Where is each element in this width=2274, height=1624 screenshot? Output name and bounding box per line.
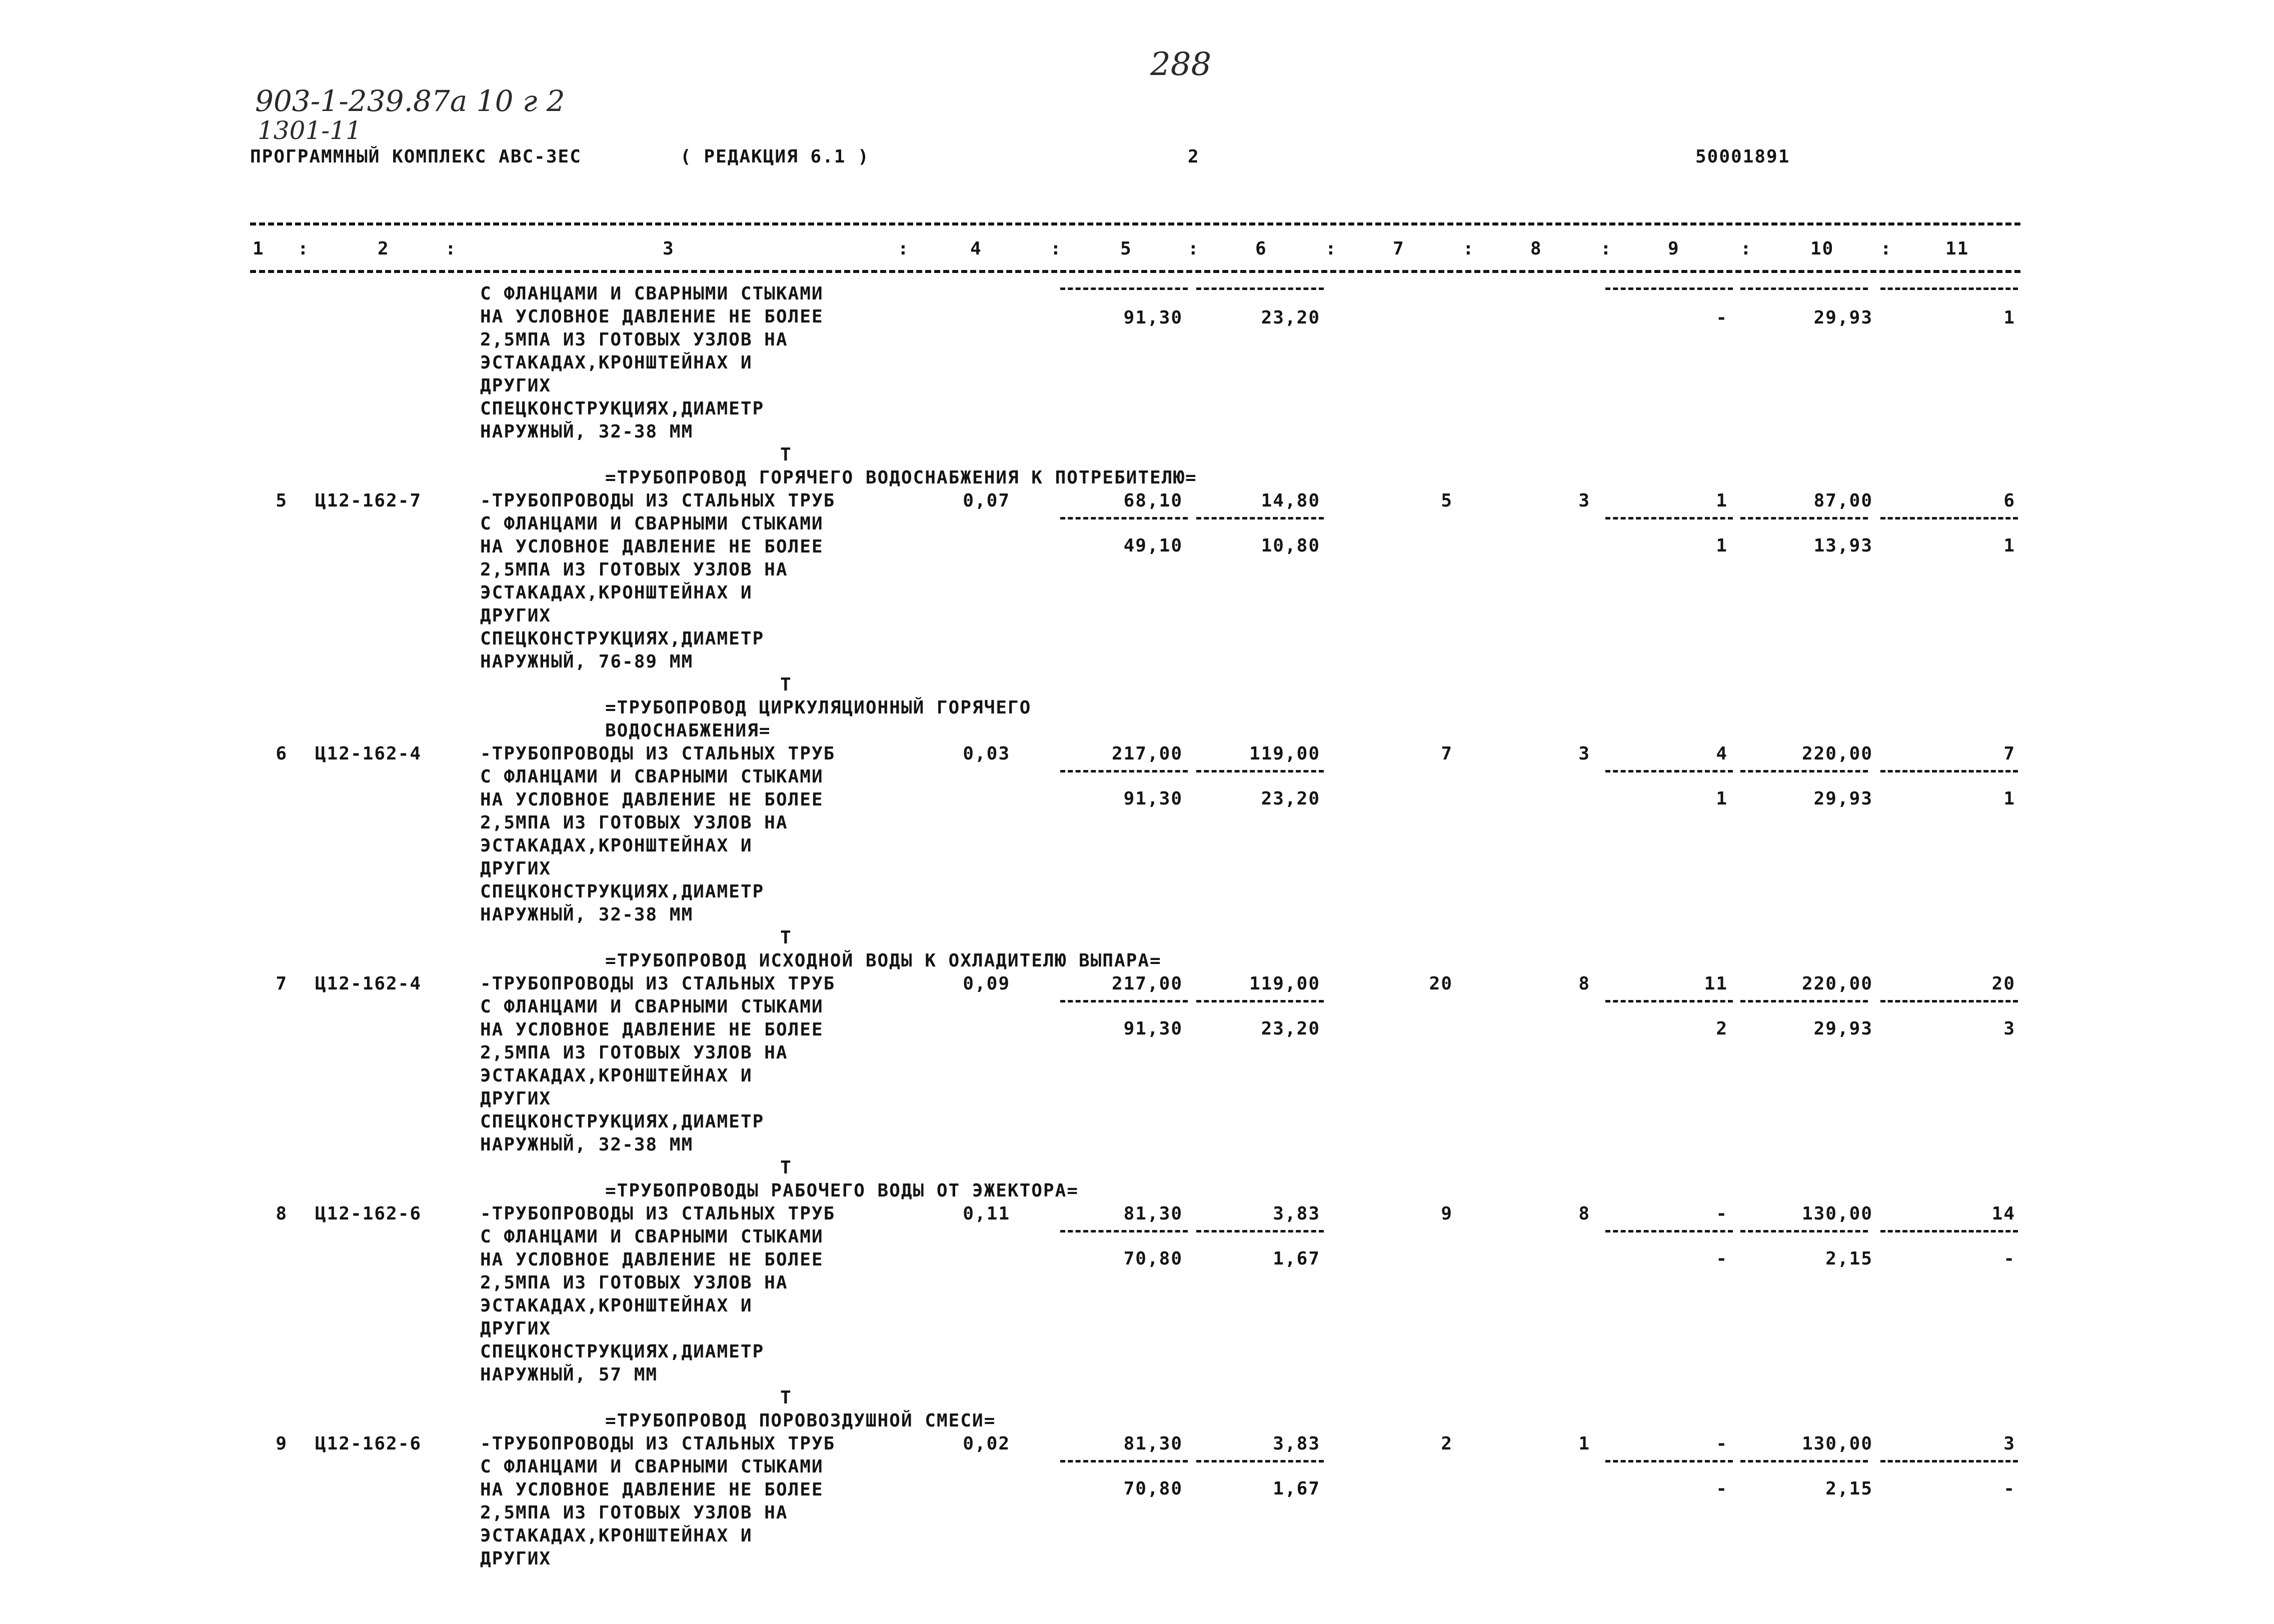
description-line: ЭСТАКАДАХ,КРОНШТЕЙНАХ И [480, 1296, 753, 1316]
subtotal-rule [1880, 1000, 2018, 1002]
section-title: =ТРУБОПРОВОД ИСХОДНОЙ ВОДЫ К ОХЛАДИТЕЛЮ ВЫПАРА= [605, 950, 1162, 971]
value-col6: 119,00 [1249, 744, 1320, 764]
value-col9: 1 [1716, 788, 1728, 809]
description-line: НА УСЛОВНОЕ ДАВЛЕНИЕ НЕ БОЛЕЕ [480, 306, 824, 327]
subtotal-rule [1060, 1460, 1188, 1462]
value-col10: 87,00 [1813, 490, 1873, 511]
value-col9: 1 [1716, 490, 1728, 511]
value-col4: 0,09 [963, 974, 1010, 994]
subtotal-rule [1196, 1230, 1324, 1232]
value-col6: 23,20 [1261, 308, 1320, 328]
description-line: -ТРУБОПРОВОДЫ ИЗ СТАЛЬНЫХ ТРУБ [480, 490, 836, 511]
description-line: 2,5МПА ИЗ ГОТОВЫХ УЗЛОВ НА [480, 1272, 788, 1293]
subtotal-rule [1060, 1230, 1188, 1232]
value-col8: 3 [1578, 744, 1590, 764]
value-col8: 1 [1578, 1434, 1590, 1454]
column-header-label: 10 [1810, 238, 1834, 259]
value-col10: 2,15 [1825, 1248, 1873, 1269]
description-line: ДРУГИХ [480, 1548, 552, 1569]
value-col4: 0,03 [963, 744, 1010, 764]
value-col5: 81,30 [1123, 1204, 1183, 1224]
description-line: НАРУЖНЫЙ, 32-38 ММ [480, 422, 694, 442]
row-number: 6 [276, 744, 288, 764]
value-col5: 91,30 [1123, 308, 1183, 328]
description-line: ДРУГИХ [480, 376, 552, 396]
description-line: ДРУГИХ [480, 858, 552, 879]
value-col11: 3 [2003, 1434, 2015, 1454]
subtotal-rule [1060, 288, 1188, 290]
subtotal-rule [1880, 770, 2018, 772]
description-line: ЭСТАКАДАХ,КРОНШТЕЙНАХ И [480, 836, 753, 856]
column-header-label: 8 [1530, 238, 1542, 259]
column-header-label: 9 [1668, 238, 1680, 259]
description-line: НА УСЛОВНОЕ ДАВЛЕНИЕ НЕ БОЛЕЕ [480, 1480, 824, 1500]
value-col5: 81,30 [1123, 1434, 1183, 1454]
value-col6: 10,80 [1261, 536, 1320, 556]
subtotal-rule [1196, 1000, 1324, 1002]
program-name: ПРОГРАММНЫЙ КОМПЛЕКС АВС-3ЕС [250, 146, 582, 167]
value-col9: - [1716, 1434, 1728, 1454]
rate-code: Ц12-162-4 [315, 744, 422, 764]
description-line: ЭСТАКАДАХ,КРОНШТЕЙНАХ И [480, 352, 753, 373]
value-col11: 1 [2003, 536, 2015, 556]
value-col7: 7 [1441, 744, 1453, 764]
description-line: СПЕЦКОНСТРУКЦИЯХ,ДИАМЕТР [480, 1112, 765, 1132]
row-number: 5 [276, 490, 288, 511]
description-line: С ФЛАНЦАМИ И СВАРНЫМИ СТЫКАМИ [480, 284, 824, 304]
value-col5: 91,30 [1123, 788, 1183, 809]
subtotal-rule [1060, 770, 1188, 772]
subtotal-rule [1605, 770, 1733, 772]
value-col8: 8 [1578, 1204, 1590, 1224]
value-col7: 2 [1441, 1434, 1453, 1454]
column-header-label: 5 [1120, 238, 1132, 259]
description-line: НАРУЖНЫЙ, 57 ММ [480, 1364, 658, 1385]
subtotal-rule [1605, 517, 1733, 520]
description-line: СПЕЦКОНСТРУКЦИЯХ,ДИАМЕТР [480, 1342, 765, 1362]
value-col6: 23,20 [1261, 1018, 1320, 1039]
subtotal-rule [1740, 770, 1868, 772]
value-col9: 2 [1716, 1018, 1728, 1039]
section-title: =ТРУБОПРОВОДЫ РАБОЧЕГО ВОДЫ ОТ ЭЖЕКТОРА= [605, 1180, 1079, 1201]
value-col5: 91,30 [1123, 1018, 1183, 1039]
description-line: С ФЛАНЦАМИ И СВАРНЫМИ СТЫКАМИ [480, 766, 824, 787]
description-line: ЭСТАКАДАХ,КРОНШТЕЙНАХ И [480, 1066, 753, 1086]
value-col9: - [1716, 1248, 1728, 1269]
subtotal-rule [1740, 1460, 1868, 1462]
column-divider: : [1740, 238, 1752, 259]
row-number: 9 [276, 1434, 288, 1454]
description-line: НА УСЛОВНОЕ ДАВЛЕНИЕ НЕ БОЛЕЕ [480, 790, 824, 810]
description-line: НАРУЖНЫЙ, 76-89 ММ [480, 652, 694, 672]
subtotal-rule [1605, 1460, 1733, 1462]
value-col6: 3,83 [1273, 1204, 1320, 1224]
description-line: 2,5МПА ИЗ ГОТОВЫХ УЗЛОВ НА [480, 330, 788, 350]
value-col9: - [1716, 1204, 1728, 1224]
column-divider: : [298, 238, 310, 259]
handwritten-document-code: 903-1-239.87a 10 г 2 [255, 84, 565, 118]
description-line: -ТРУБОПРОВОДЫ ИЗ СТАЛЬНЫХ ТРУБ [480, 744, 836, 764]
value-col10: 13,93 [1813, 536, 1873, 556]
value-col10: 29,93 [1813, 788, 1873, 809]
column-divider: : [898, 238, 910, 259]
value-col5: 68,10 [1123, 490, 1183, 511]
subtotal-rule [1880, 1230, 2018, 1232]
rate-code: Ц12-162-7 [315, 490, 422, 511]
subtotal-rule [1605, 1230, 1733, 1232]
column-divider: : [1880, 238, 1892, 259]
value-col10: 2,15 [1825, 1478, 1873, 1499]
description-line: 2,5МПА ИЗ ГОТОВЫХ УЗЛОВ НА [480, 560, 788, 580]
description-line: -ТРУБОПРОВОДЫ ИЗ СТАЛЬНЫХ ТРУБ [480, 974, 836, 994]
description-line: С ФЛАНЦАМИ И СВАРНЫМИ СТЫКАМИ [480, 1456, 824, 1477]
section-marker: Т [780, 928, 792, 948]
value-col5: 70,80 [1123, 1478, 1183, 1499]
value-col5: 217,00 [1111, 744, 1183, 764]
value-col10: 130,00 [1801, 1204, 1873, 1224]
subtotal-rule [1605, 1000, 1733, 1002]
subtotal-rule [1880, 288, 2018, 290]
subtotal-rule [1196, 517, 1324, 520]
value-col9: - [1716, 308, 1728, 328]
value-col9: - [1716, 1478, 1728, 1499]
column-divider: : [445, 238, 457, 259]
description-line: НАРУЖНЫЙ, 32-38 ММ [480, 904, 694, 925]
value-col11: 1 [2003, 308, 2015, 328]
value-col7: 20 [1429, 974, 1453, 994]
description-line: 2,5МПА ИЗ ГОТОВЫХ УЗЛОВ НА [480, 1502, 788, 1523]
description-line: 2,5МПА ИЗ ГОТОВЫХ УЗЛОВ НА [480, 812, 788, 833]
value-col10: 29,93 [1813, 1018, 1873, 1039]
section-title: ВОДОСНАБЖЕНИЯ= [605, 720, 771, 741]
value-col6: 23,20 [1261, 788, 1320, 809]
value-col4: 0,02 [963, 1434, 1010, 1454]
value-col11: 6 [2003, 490, 2015, 511]
value-col11: 7 [2003, 744, 2015, 764]
column-divider: : [1463, 238, 1475, 259]
header-rule-bottom [250, 270, 2020, 273]
value-col5: 49,10 [1123, 536, 1183, 556]
column-divider: : [1600, 238, 1612, 259]
description-line: ЭСТАКАДАХ,КРОНШТЕЙНАХ И [480, 582, 753, 603]
row-number: 8 [276, 1204, 288, 1224]
value-col11: 3 [2003, 1018, 2015, 1039]
value-col6: 119,00 [1249, 974, 1320, 994]
value-col8: 8 [1578, 974, 1590, 994]
rate-code: Ц12-162-6 [315, 1434, 422, 1454]
subtotal-rule [1060, 1000, 1188, 1002]
value-col4: 0,07 [963, 490, 1010, 511]
subtotal-rule [1060, 517, 1188, 520]
section-marker: Т [780, 1158, 792, 1178]
value-col11: - [2003, 1478, 2015, 1499]
section-marker: Т [780, 1388, 792, 1408]
subtotal-rule [1740, 517, 1868, 520]
value-col11: 1 [2003, 788, 2015, 809]
value-col10: 220,00 [1801, 744, 1873, 764]
subtotal-rule [1740, 1000, 1868, 1002]
value-col10: 220,00 [1801, 974, 1873, 994]
subtotal-rule [1880, 517, 2018, 520]
value-col6: 1,67 [1273, 1248, 1320, 1269]
section-title: =ТРУБОПРОВОД ПОРОВОЗДУШНОЙ СМЕСИ= [605, 1410, 996, 1431]
description-line: НА УСЛОВНОЕ ДАВЛЕНИЕ НЕ БОЛЕЕ [480, 1020, 824, 1040]
column-header-label: 11 [1945, 238, 1969, 259]
value-col7: 5 [1441, 490, 1453, 511]
description-line: -ТРУБОПРОВОДЫ ИЗ СТАЛЬНЫХ ТРУБ [480, 1434, 836, 1454]
description-line: НАРУЖНЫЙ, 32-38 ММ [480, 1134, 694, 1155]
value-col6: 1,67 [1273, 1478, 1320, 1499]
description-line: ДРУГИХ [480, 1088, 552, 1109]
value-col9: 11 [1704, 974, 1728, 994]
description-line: НА УСЛОВНОЕ ДАВЛЕНИЕ НЕ БОЛЕЕ [480, 536, 824, 557]
value-col6: 14,80 [1261, 490, 1320, 511]
value-col11: 14 [1991, 1204, 2015, 1224]
rate-code: Ц12-162-4 [315, 974, 422, 994]
subtotal-rule [1196, 1460, 1324, 1462]
description-line: С ФЛАНЦАМИ И СВАРНЫМИ СТЫКАМИ [480, 996, 824, 1017]
value-col9: 1 [1716, 536, 1728, 556]
description-line: СПЕЦКОНСТРУКЦИЯХ,ДИАМЕТР [480, 628, 765, 649]
value-col4: 0,11 [963, 1204, 1010, 1224]
page-number: 2 [1188, 146, 1200, 167]
section-title: =ТРУБОПРОВОД ГОРЯЧЕГО ВОДОСНАБЖЕНИЯ К ПОТРЕБИТЕЛЮ= [605, 468, 1197, 488]
value-col8: 3 [1578, 490, 1590, 511]
description-line: С ФЛАНЦАМИ И СВАРНЫМИ СТЫКАМИ [480, 514, 824, 534]
column-header-label: 7 [1393, 238, 1405, 259]
subtotal-rule [1740, 1230, 1868, 1232]
description-line: СПЕЦКОНСТРУКЦИЯХ,ДИАМЕТР [480, 882, 765, 902]
column-divider: : [1325, 238, 1337, 259]
column-header-label: 6 [1255, 238, 1267, 259]
subtotal-rule [1196, 770, 1324, 772]
document-code: 50001891 [1695, 146, 1790, 167]
column-header-label: 1 [253, 238, 265, 259]
value-col5: 70,80 [1123, 1248, 1183, 1269]
subtotal-rule [1605, 288, 1733, 290]
section-marker: Т [780, 444, 792, 465]
section-marker: Т [780, 674, 792, 695]
row-number: 7 [276, 974, 288, 994]
description-line: СПЕЦКОНСТРУКЦИЯХ,ДИАМЕТР [480, 398, 765, 419]
value-col11: 20 [1991, 974, 2015, 994]
value-col5: 217,00 [1111, 974, 1183, 994]
rate-code: Ц12-162-6 [315, 1204, 422, 1224]
handwritten-page-number: 288 [1150, 46, 1212, 83]
value-col7: 9 [1441, 1204, 1453, 1224]
column-header-label: 2 [378, 238, 390, 259]
column-divider: : [1188, 238, 1200, 259]
value-col6: 3,83 [1273, 1434, 1320, 1454]
value-col10: 130,00 [1801, 1434, 1873, 1454]
subtotal-rule [1196, 288, 1324, 290]
handwritten-document-subcode: 1301-11 [258, 116, 362, 145]
description-line: 2,5МПА ИЗ ГОТОВЫХ УЗЛОВ НА [480, 1042, 788, 1063]
section-title: =ТРУБОПРОВОД ЦИРКУЛЯЦИОННЫЙ ГОРЯЧЕГО [605, 698, 1032, 718]
description-line: С ФЛАНЦАМИ И СВАРНЫМИ СТЫКАМИ [480, 1226, 824, 1247]
program-edition: ( РЕДАКЦИЯ 6.1 ) [680, 146, 870, 167]
subtotal-rule [1740, 288, 1868, 290]
description-line: ЭСТАКАДАХ,КРОНШТЕЙНАХ И [480, 1526, 753, 1546]
header-rule-top [250, 222, 2020, 226]
description-line: -ТРУБОПРОВОДЫ ИЗ СТАЛЬНЫХ ТРУБ [480, 1204, 836, 1224]
subtotal-rule [1880, 1460, 2018, 1462]
description-line: ДРУГИХ [480, 606, 552, 626]
description-line: ДРУГИХ [480, 1318, 552, 1339]
column-divider: : [1050, 238, 1062, 259]
value-col11: - [2003, 1248, 2015, 1269]
value-col10: 29,93 [1813, 308, 1873, 328]
value-col9: 4 [1716, 744, 1728, 764]
column-header-label: 3 [663, 238, 675, 259]
column-header-label: 4 [970, 238, 982, 259]
description-line: НА УСЛОВНОЕ ДАВЛЕНИЕ НЕ БОЛЕЕ [480, 1250, 824, 1270]
